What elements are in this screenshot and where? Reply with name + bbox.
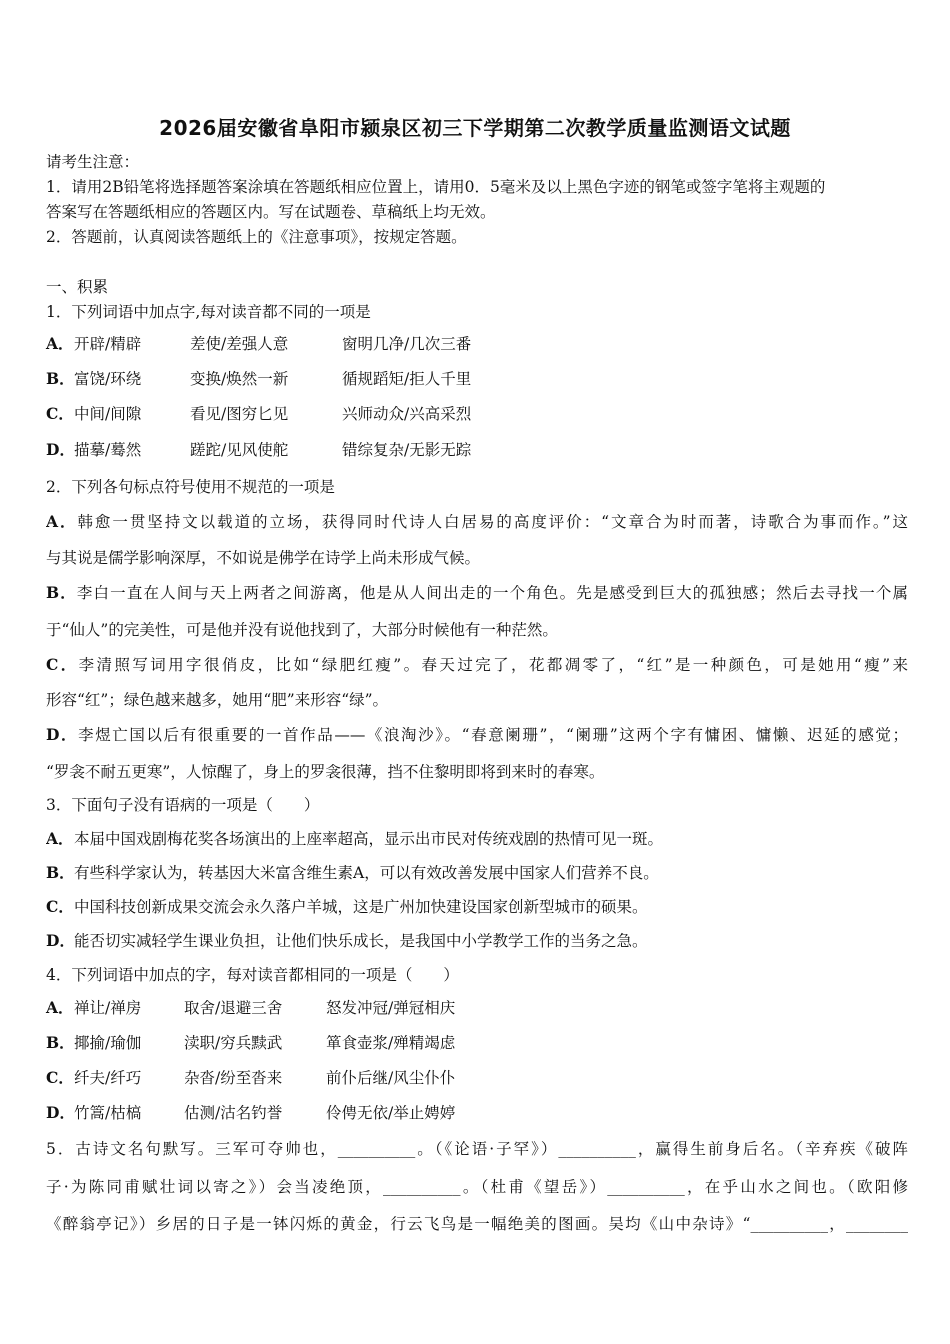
option-pair-2: 看见/图穷匕见 — [190, 405, 289, 423]
section-heading: 一、积累 — [46, 278, 109, 296]
option-pair-3: 前仆后继/风尘仆仆 — [326, 1069, 456, 1087]
q3-option-a[interactable] — [46, 829, 908, 849]
option-label: D． — [46, 1103, 75, 1122]
q1-stem: 1．下列词语中加点字,每对读音都不同的一项是 — [46, 303, 371, 321]
option-label: D． — [46, 931, 75, 950]
q2-option-a[interactable] — [46, 512, 908, 532]
option-label: C． — [46, 1068, 74, 1087]
q2-option-c-cont: 形容“红”；绿色越来越多，她用“肥”来形容“绿”。 — [46, 691, 389, 709]
option-label: B． — [46, 369, 75, 388]
notice-item-1-line-2: 答案写在答题纸相应的答题区内。写在试题卷、草稿纸上均无效。 — [46, 203, 496, 221]
q2-option-d[interactable] — [46, 725, 908, 745]
q4-option-a[interactable] — [46, 998, 455, 1018]
option-label: D． — [46, 725, 79, 744]
q2-option-c[interactable] — [46, 655, 908, 675]
option-label: C． — [46, 655, 79, 674]
option-text: 有些科学家认为，转基因大米富含维生素A，可以有效改善发展中国家人们营养不良。 — [74, 864, 659, 882]
option-pair-3: 箪食壶浆/殚精竭虑 — [326, 1034, 456, 1052]
option-text: 中国科技创新成果交流会永久落户羊城，这是广州加快建设国家创新型城市的硕果。 — [74, 898, 648, 916]
option-pair-2: 差使/差强人意 — [190, 335, 289, 353]
option-pair-3: 怒发冲冠/弹冠相庆 — [326, 999, 456, 1017]
q4-option-b[interactable] — [46, 1033, 455, 1053]
q2-stem: 2．下列各句标点符号使用不规范的一项是 — [46, 478, 335, 496]
q4-option-d[interactable] — [46, 1103, 455, 1123]
option-label: A． — [46, 334, 74, 353]
q3-option-b[interactable] — [46, 863, 908, 883]
q3-option-d[interactable] — [46, 931, 908, 951]
option-label: A． — [46, 512, 78, 531]
option-pair-2: 取舍/退避三舍 — [184, 999, 283, 1017]
option-pair-1: 描摹/蓦然 — [74, 441, 142, 459]
option-pair-1: 开辟/精辟 — [74, 335, 142, 353]
option-pair-3: 窗明几净/几次三番 — [342, 335, 472, 353]
option-pair-2: 估测/沽名钓誉 — [184, 1104, 283, 1122]
q5-line-1: 5．古诗文名句默写。三军可夺帅也，__________。（《论语·子罕》）__________，赢得生前身后名。（辛弃疾《破阵 — [46, 1140, 908, 1158]
option-text: 韩愈一贯坚持文以载道的立场，获得同时代诗人白居易的高度评价：“文章合为时而著，诗歌合为事而作。”这 — [77, 513, 908, 531]
option-pair-2: 蹉跎/见风使舵 — [190, 441, 289, 459]
option-pair-1: 禅让/禅房 — [74, 999, 142, 1017]
option-label: B． — [46, 863, 75, 882]
q4-option-c[interactable] — [46, 1068, 455, 1088]
option-text: 李煜亡国以后有很重要的一首作品——《浪淘沙》。“春意阑珊”，“阑珊”这两个字有慵困、慵懒、迟延的感觉； — [78, 726, 908, 744]
option-pair-1: 揶揄/瑜伽 — [74, 1034, 142, 1052]
q1-option-d[interactable] — [46, 440, 471, 460]
option-label: B． — [46, 583, 77, 602]
q2-option-b-cont: 于“仙人”的完美性，可是他并没有说他找到了，大部分时候他有一种茫然。 — [46, 621, 558, 639]
option-pair-3: 伶俜无依/举止娉婷 — [326, 1104, 456, 1122]
q4-stem: 4．下列词语中加点的字，每对读音都相同的一项是（ ） — [46, 966, 459, 984]
option-pair-3: 兴师动众/兴高采烈 — [342, 405, 472, 423]
q1-option-a[interactable] — [46, 334, 471, 354]
option-pair-3: 错综复杂/无影无踪 — [342, 441, 472, 459]
option-text: 李清照写词用字很俏皮，比如“绿肥红瘦”。春天过完了，花都凋零了，“红”是一种颜色，可是她用“瘦”来 — [78, 656, 908, 674]
option-pair-2: 变换/焕然一新 — [190, 370, 289, 388]
notice-item-2: 2．答题前，认真阅读答题纸上的《注意事项》，按规定答题。 — [46, 228, 467, 246]
q3-option-c[interactable] — [46, 897, 908, 917]
option-text: 本届中国戏剧梅花奖各场演出的上座率超高，显示出市民对传统戏剧的热情可见一斑。 — [74, 830, 664, 848]
q2-option-b[interactable] — [46, 583, 908, 603]
option-pair-2: 渎职/穷兵黩武 — [184, 1034, 283, 1052]
q5-line-2: 子·为陈同甫赋壮词以寄之》）会当凌绝顶，__________。（杜甫《望岳》）__________，在乎山水之间也。（欧阳修 — [46, 1178, 908, 1196]
option-pair-1: 富饶/环绕 — [74, 370, 142, 388]
option-pair-2: 杂沓/纷至沓来 — [184, 1069, 283, 1087]
notice-heading: 请考生注意： — [46, 153, 140, 171]
q2-option-d-cont: “罗衾不耐五更寒”，人惊醒了，身上的罗衾很薄，挡不住黎明即将到来时的春寒。 — [46, 763, 605, 781]
exam-title: 2026届安徽省阜阳市颍泉区初三下学期第二次教学质量监测语文试题 — [159, 116, 791, 140]
option-text: 李白一直在人间与天上两者之间游离，他是从人间出走的一个角色。先是感受到巨大的孤独感；然后去寻找一个属 — [76, 584, 908, 602]
option-label: D． — [46, 440, 75, 459]
option-pair-3: 循规蹈矩/拒人千里 — [342, 370, 472, 388]
q1-option-b[interactable] — [46, 369, 471, 389]
q5-line-3: 《醉翁亭记》）乡居的日子是一钵闪烁的黄金，行云飞鸟是一幅绝美的图画。吴均《山中杂诗》“__________，________ — [46, 1215, 908, 1233]
option-label: A． — [46, 829, 74, 848]
q1-option-c[interactable] — [46, 404, 471, 424]
option-label: C． — [46, 404, 74, 423]
option-label: C． — [46, 897, 74, 916]
option-pair-1: 竹篙/枯槁 — [74, 1104, 142, 1122]
q3-stem: 3．下面句子没有语病的一项是（ ） — [46, 796, 320, 814]
option-label: B． — [46, 1033, 75, 1052]
option-text: 能否切实减轻学生课业负担，让他们快乐成长，是我国中小学教学工作的当务之急。 — [74, 932, 648, 950]
option-pair-1: 纤夫/纤巧 — [74, 1069, 142, 1087]
option-label: A． — [46, 998, 74, 1017]
q2-option-a-cont: 与其说是儒学影响深厚，不如说是佛学在诗学上尚未形成气候。 — [46, 549, 481, 567]
option-pair-1: 中间/间隙 — [74, 405, 142, 423]
notice-item-1-line-1: 1．请用2B铅笔将选择题答案涂填在答题纸相应位置上，请用0．5毫米及以上黑色字迹的钢笔或签字笔将主观题的 — [46, 178, 826, 196]
